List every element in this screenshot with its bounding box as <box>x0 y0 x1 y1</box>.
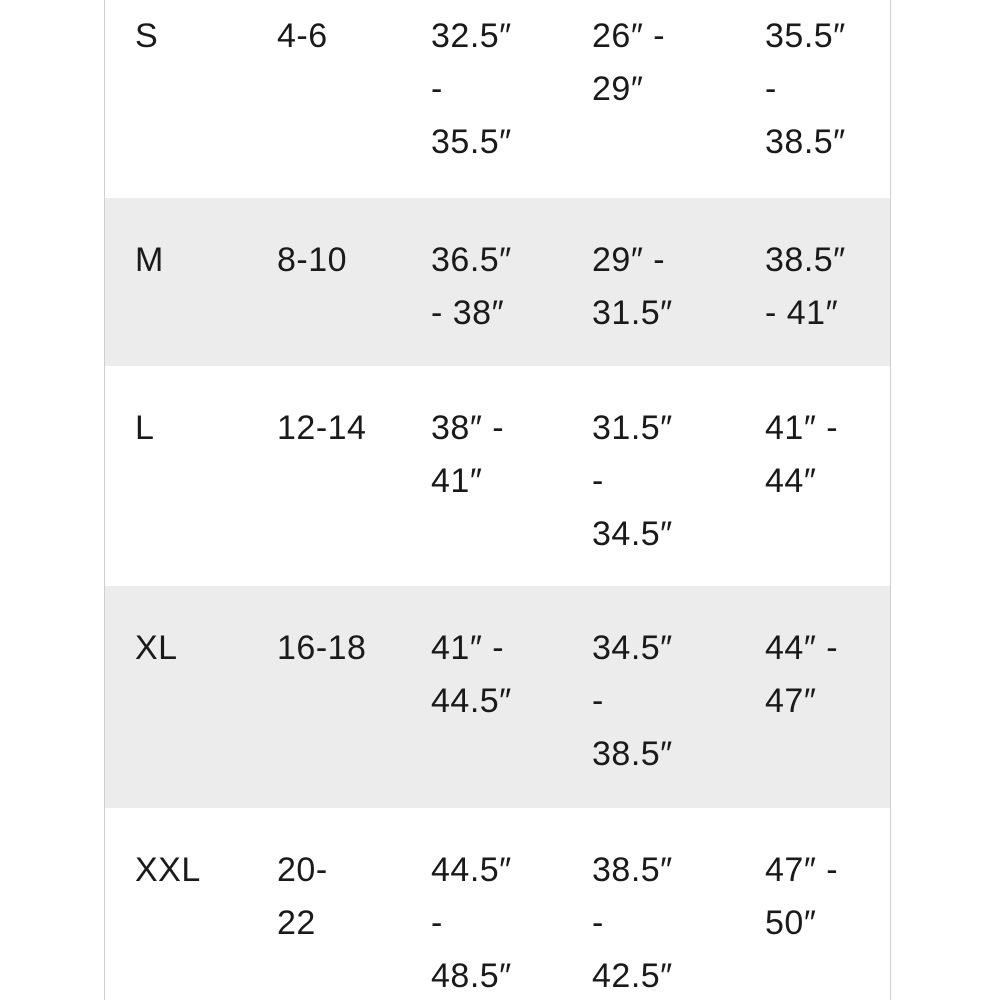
table-row-m <box>104 198 891 366</box>
uk-size-cell: 12-14 <box>277 409 367 447</box>
hips-cell: 38.5″ - 41″ <box>765 241 846 332</box>
bust-cell: 41″ - 44.5″ <box>431 629 512 720</box>
hips-cell: 44″ - 47″ <box>765 629 839 720</box>
uk-size-cell: 4-6 <box>277 17 328 55</box>
waist-cell: 34.5″ - 38.5″ <box>592 629 673 773</box>
table-row-l <box>104 366 891 586</box>
table-row-s <box>104 0 891 198</box>
bust-cell: 38″ - 41″ <box>431 409 505 500</box>
bust-cell: 32.5″ - 35.5″ <box>431 17 512 161</box>
bust-cell: 36.5″ - 38″ <box>431 241 512 332</box>
bust-cell: 44.5″ - 48.5″ <box>431 851 512 995</box>
waist-cell: 38.5″ - 42.5″ <box>592 851 673 995</box>
table-row-xl <box>104 586 891 808</box>
waist-cell: 31.5″ - 34.5″ <box>592 409 673 553</box>
uk-size-cell: 20- 22 <box>277 851 328 942</box>
hips-cell: 47″ - 50″ <box>765 851 839 942</box>
table-row-xxl <box>104 808 891 1000</box>
size-cell: S <box>135 17 159 55</box>
size-cell: M <box>135 241 164 279</box>
size-cell: XL <box>135 629 178 667</box>
waist-cell: 29″ - 31.5″ <box>592 241 673 332</box>
uk-size-cell: 16-18 <box>277 629 367 667</box>
size-cell: L <box>135 409 155 447</box>
hips-cell: 41″ - 44″ <box>765 409 839 500</box>
uk-size-cell: 8-10 <box>277 241 348 279</box>
size-cell: XXL <box>135 851 201 889</box>
hips-cell: 35.5″ - 38.5″ <box>765 17 846 161</box>
waist-cell: 26″ - 29″ <box>592 17 666 108</box>
